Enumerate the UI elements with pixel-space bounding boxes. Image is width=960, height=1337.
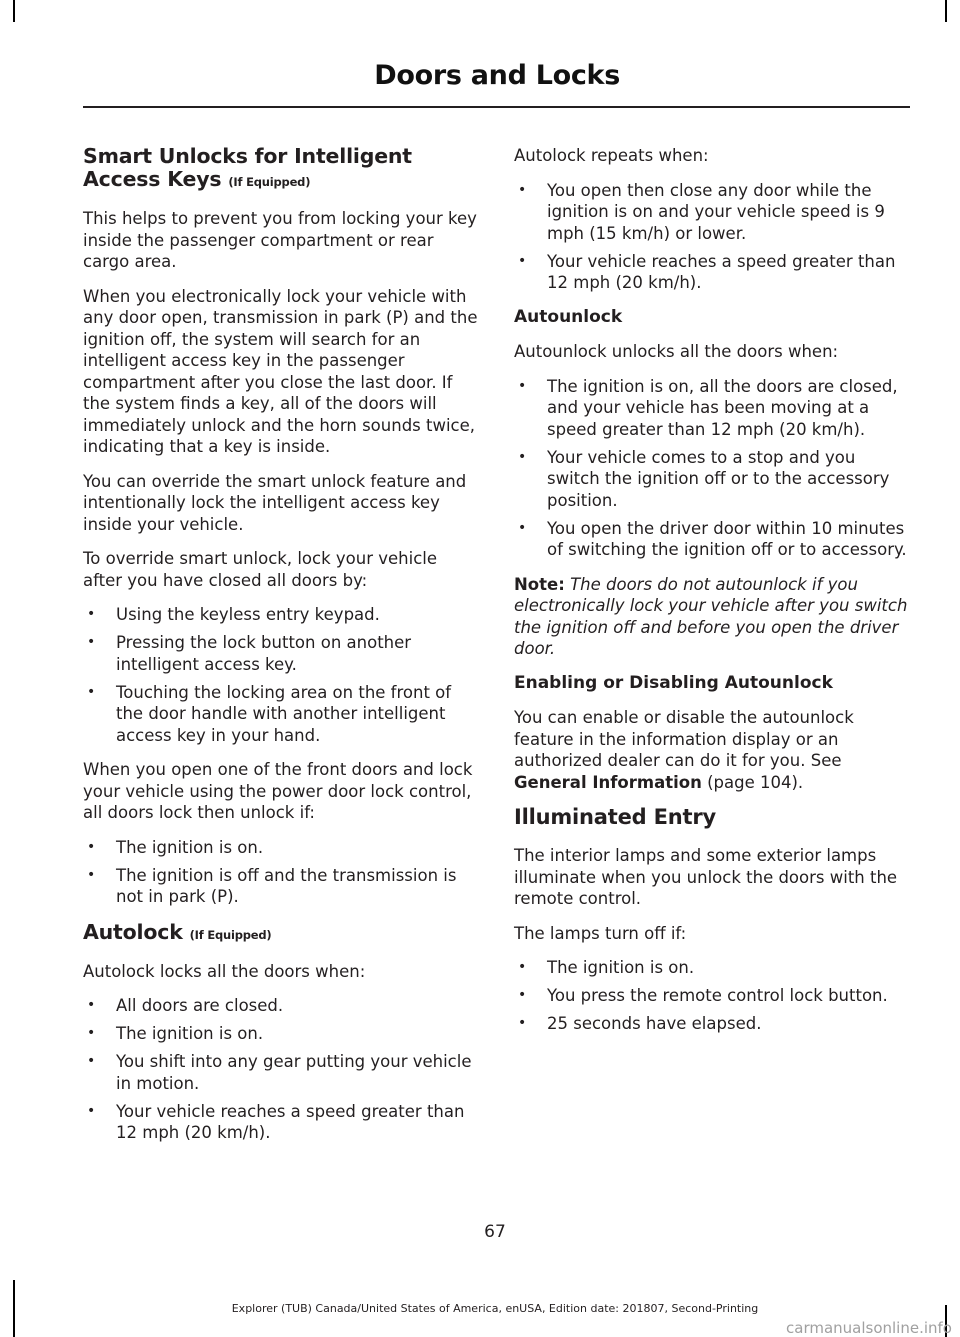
right-column bbox=[514, 145, 909, 1048]
illuminated-entry-heading: Illuminated Entry bbox=[514, 805, 716, 829]
left-column bbox=[83, 145, 478, 1157]
autolock-heading: Autolock (If Equipped) bbox=[83, 919, 272, 944]
paragraph: The interior lamps and some exterior lamps illuminate when you unlock the doors with the remote control. bbox=[514, 846, 898, 908]
paragraph: When you open one of the front doors and lock your vehicle using the power door lock control, all doors lock then unlock if: bbox=[83, 760, 473, 822]
enable-disable-heading: Enabling or Disabling Autounlock bbox=[514, 672, 833, 693]
list-item: • The ignition is on, all the doors are closed, and your vehicle has been moving at a speed greater than 12 mph (20 km/h). bbox=[514, 376, 909, 441]
note-label: Note: bbox=[514, 574, 565, 594]
crop-mark-top-left bbox=[13, 0, 15, 22]
page-header-title: Doors and Locks bbox=[374, 60, 620, 91]
list-item: • You open then close any door while the ignition is on and your vehicle speed is 9 mph (15 km/h) or lower. bbox=[514, 180, 909, 245]
list-item: • The ignition is on. bbox=[83, 837, 478, 859]
list-item: • Your vehicle reaches a speed greater than 12 mph (20 km/h). bbox=[83, 1101, 478, 1144]
list-item: • All doors are closed. bbox=[83, 995, 478, 1017]
smart-unlock-heading: Smart Unlocks for Intelligent Access Keys (If Equipped) bbox=[83, 144, 412, 191]
list-item: • 25 seconds have elapsed. bbox=[514, 1013, 909, 1035]
list-item: • Pressing the lock button on another intelligent access key. bbox=[83, 632, 478, 675]
footer-edition-info: Explorer (TUB) Canada/United States of America, enUSA, Edition date: 201807, Second-Printing bbox=[231, 1302, 759, 1315]
paragraph: You can enable or disable the autounlock feature in the information display or an authorized dealer can do it for you. See General Information (page 104). bbox=[514, 708, 854, 792]
list-item: • The ignition is on. bbox=[514, 957, 909, 979]
watermark: carmanualsonline.info bbox=[786, 1319, 952, 1337]
paragraph: The lamps turn off if: bbox=[514, 923, 687, 943]
if-equipped-tag: (If Equipped) bbox=[189, 927, 272, 942]
lamps-off-list bbox=[514, 957, 909, 1035]
override-methods-list bbox=[83, 604, 478, 746]
note-text: The doors do not autounlock if you electronically lock your vehicle after you switch the ignition off and before you open the driver door. bbox=[514, 574, 908, 658]
crop-mark-top-right bbox=[945, 0, 947, 22]
note bbox=[514, 574, 909, 660]
paragraph: Autounlock unlocks all the doors when: bbox=[514, 342, 839, 361]
header-divider bbox=[83, 106, 910, 108]
list-item: • The ignition is on. bbox=[83, 1023, 478, 1045]
paragraph: This helps to prevent you from locking your key inside the passenger compartment or rear cargo area. bbox=[83, 209, 477, 271]
cross-reference-link[interactable]: General Information bbox=[514, 772, 702, 792]
list-item: • Touching the locking area on the front of the door handle with another intelligent access key in your hand. bbox=[83, 682, 478, 747]
list-item: • You press the remote control lock button. bbox=[514, 985, 909, 1007]
paragraph: When you electronically lock your vehicle with any door open, transmission in park (P) and the ignition off, the system will search for an intelligent access key in the passenger compartment after you close the last door. If the system finds a key, all of the doors will immediately unlock and the horn sounds twice, indicating that a key is inside. bbox=[83, 286, 478, 456]
list-item: • You open the driver door within 10 minutes of switching the ignition off or to accessory. bbox=[514, 518, 909, 561]
paragraph: Autolock locks all the doors when: bbox=[83, 961, 366, 981]
list-item: • Your vehicle comes to a stop and you switch the ignition off or to the accessory position. bbox=[514, 447, 909, 512]
paragraph: To override smart unlock, lock your vehicle after you have closed all doors by: bbox=[83, 549, 438, 590]
list-item: • You shift into any gear putting your vehicle in motion. bbox=[83, 1051, 478, 1094]
autolock-repeat-list bbox=[514, 180, 909, 294]
list-item: • The ignition is off and the transmission is not in park (P). bbox=[83, 865, 478, 908]
autounlock-conditions-list bbox=[514, 376, 909, 561]
paragraph: You can override the smart unlock feature and intentionally lock the intelligent access key inside your vehicle. bbox=[83, 471, 467, 534]
paragraph: Autolock repeats when: bbox=[514, 146, 709, 165]
list-item: • Using the keyless entry keypad. bbox=[83, 604, 478, 626]
lock-unlock-conditions-list bbox=[83, 837, 478, 908]
if-equipped-tag: (If Equipped) bbox=[228, 175, 311, 189]
autolock-conditions-list bbox=[83, 995, 478, 1144]
autounlock-heading: Autounlock bbox=[514, 306, 623, 327]
page-number: 67 bbox=[484, 1222, 506, 1242]
list-item: • Your vehicle reaches a speed greater than 12 mph (20 km/h). bbox=[514, 251, 909, 294]
